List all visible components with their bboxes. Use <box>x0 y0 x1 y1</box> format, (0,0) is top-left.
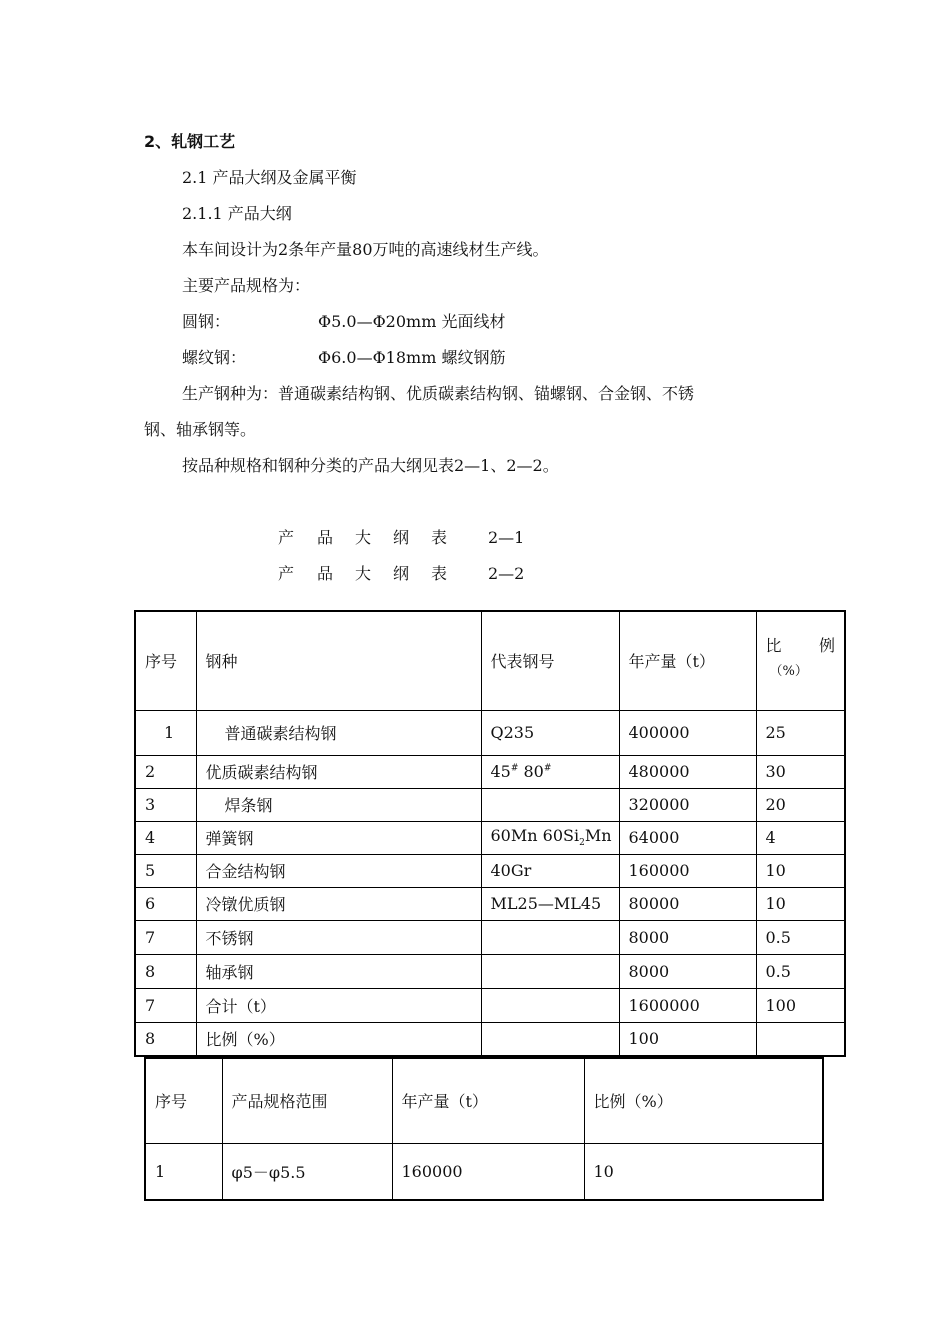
product-spec-table <box>144 1057 824 1201</box>
subsection-title: 2.1 产品大纲及金属平衡 <box>182 168 357 187</box>
paragraph-table-ref: 按品种规格和钢种分类的产品大纲见表2—1、2—2。 <box>182 456 559 475</box>
table-row: 1 普通碳素结构钢 Q235 400000 25 <box>135 710 845 755</box>
subsubsection-title: 2.1.1 产品大纲 <box>182 204 292 223</box>
paragraph-steel-grades-cont: 钢、轴承钢等。 <box>144 420 257 439</box>
spec-round-value: Φ5.0—Φ20mm 光面线材 <box>318 312 506 331</box>
table-row-total: 7 合计（t） 1600000 100 <box>135 988 845 1022</box>
table-row: 1 φ5－φ5.5 160000 10 <box>145 1143 823 1200</box>
table-caption-2-2: 产 品 大 纲 表 2—2 <box>278 564 525 583</box>
table-row: 6 冷镦优质钢 ML25—ML45 80000 10 <box>135 887 845 920</box>
spec-rebar-label: 螺纹钢： <box>182 348 247 367</box>
header-ratio: 比 例 （%） <box>756 611 845 710</box>
table-row-ratio: 8 比例（%） 100 <box>135 1022 845 1056</box>
header-no: 序号 <box>145 1058 222 1143</box>
header-kind: 钢种 <box>196 611 481 710</box>
paragraph-capacity: 本车间设计为2条年产量80万吨的高速线材生产线。 <box>182 240 549 259</box>
spec-rebar-value: Φ6.0—Φ18mm 螺纹钢筋 <box>318 348 506 367</box>
product-outline-table <box>134 610 846 1057</box>
table-row: 7 不锈钢 8000 0.5 <box>135 920 845 954</box>
table-row: 2 优质碳素结构钢 45# 80# 480000 30 <box>135 755 845 788</box>
table-row: 8 轴承钢 8000 0.5 <box>135 954 845 988</box>
header-ratio: 比例（%） <box>584 1058 823 1143</box>
header-output: 年产量（t） <box>619 611 756 710</box>
paragraph-steel-grades: 生产钢种为：普通碳素结构钢、优质碳素结构钢、锚螺钢、合金钢、不锈 <box>182 384 695 403</box>
spec-round-label: 圆钢： <box>182 312 231 331</box>
header-range: 产品规格范围 <box>222 1058 392 1143</box>
table-row: 3 焊条钢 320000 20 <box>135 788 845 821</box>
header-no: 序号 <box>135 611 196 710</box>
paragraph-specs-intro: 主要产品规格为： <box>182 276 311 295</box>
table-row: 4 弹簧钢 60Mn $60Si_2Mn$ 64000 4 <box>135 821 845 854</box>
header-output: 年产量（t） <box>392 1058 584 1143</box>
header-grade: 代表钢号 <box>481 611 619 710</box>
section-heading: 2、轧钢工艺 <box>144 132 236 151</box>
table-caption-2-1: 产 品 大 纲 表 2—1 <box>278 528 525 547</box>
table-header-row <box>145 1058 823 1143</box>
table-row: 5 合金结构钢 40Gr 160000 10 <box>135 854 845 887</box>
table-header-row <box>135 611 845 710</box>
